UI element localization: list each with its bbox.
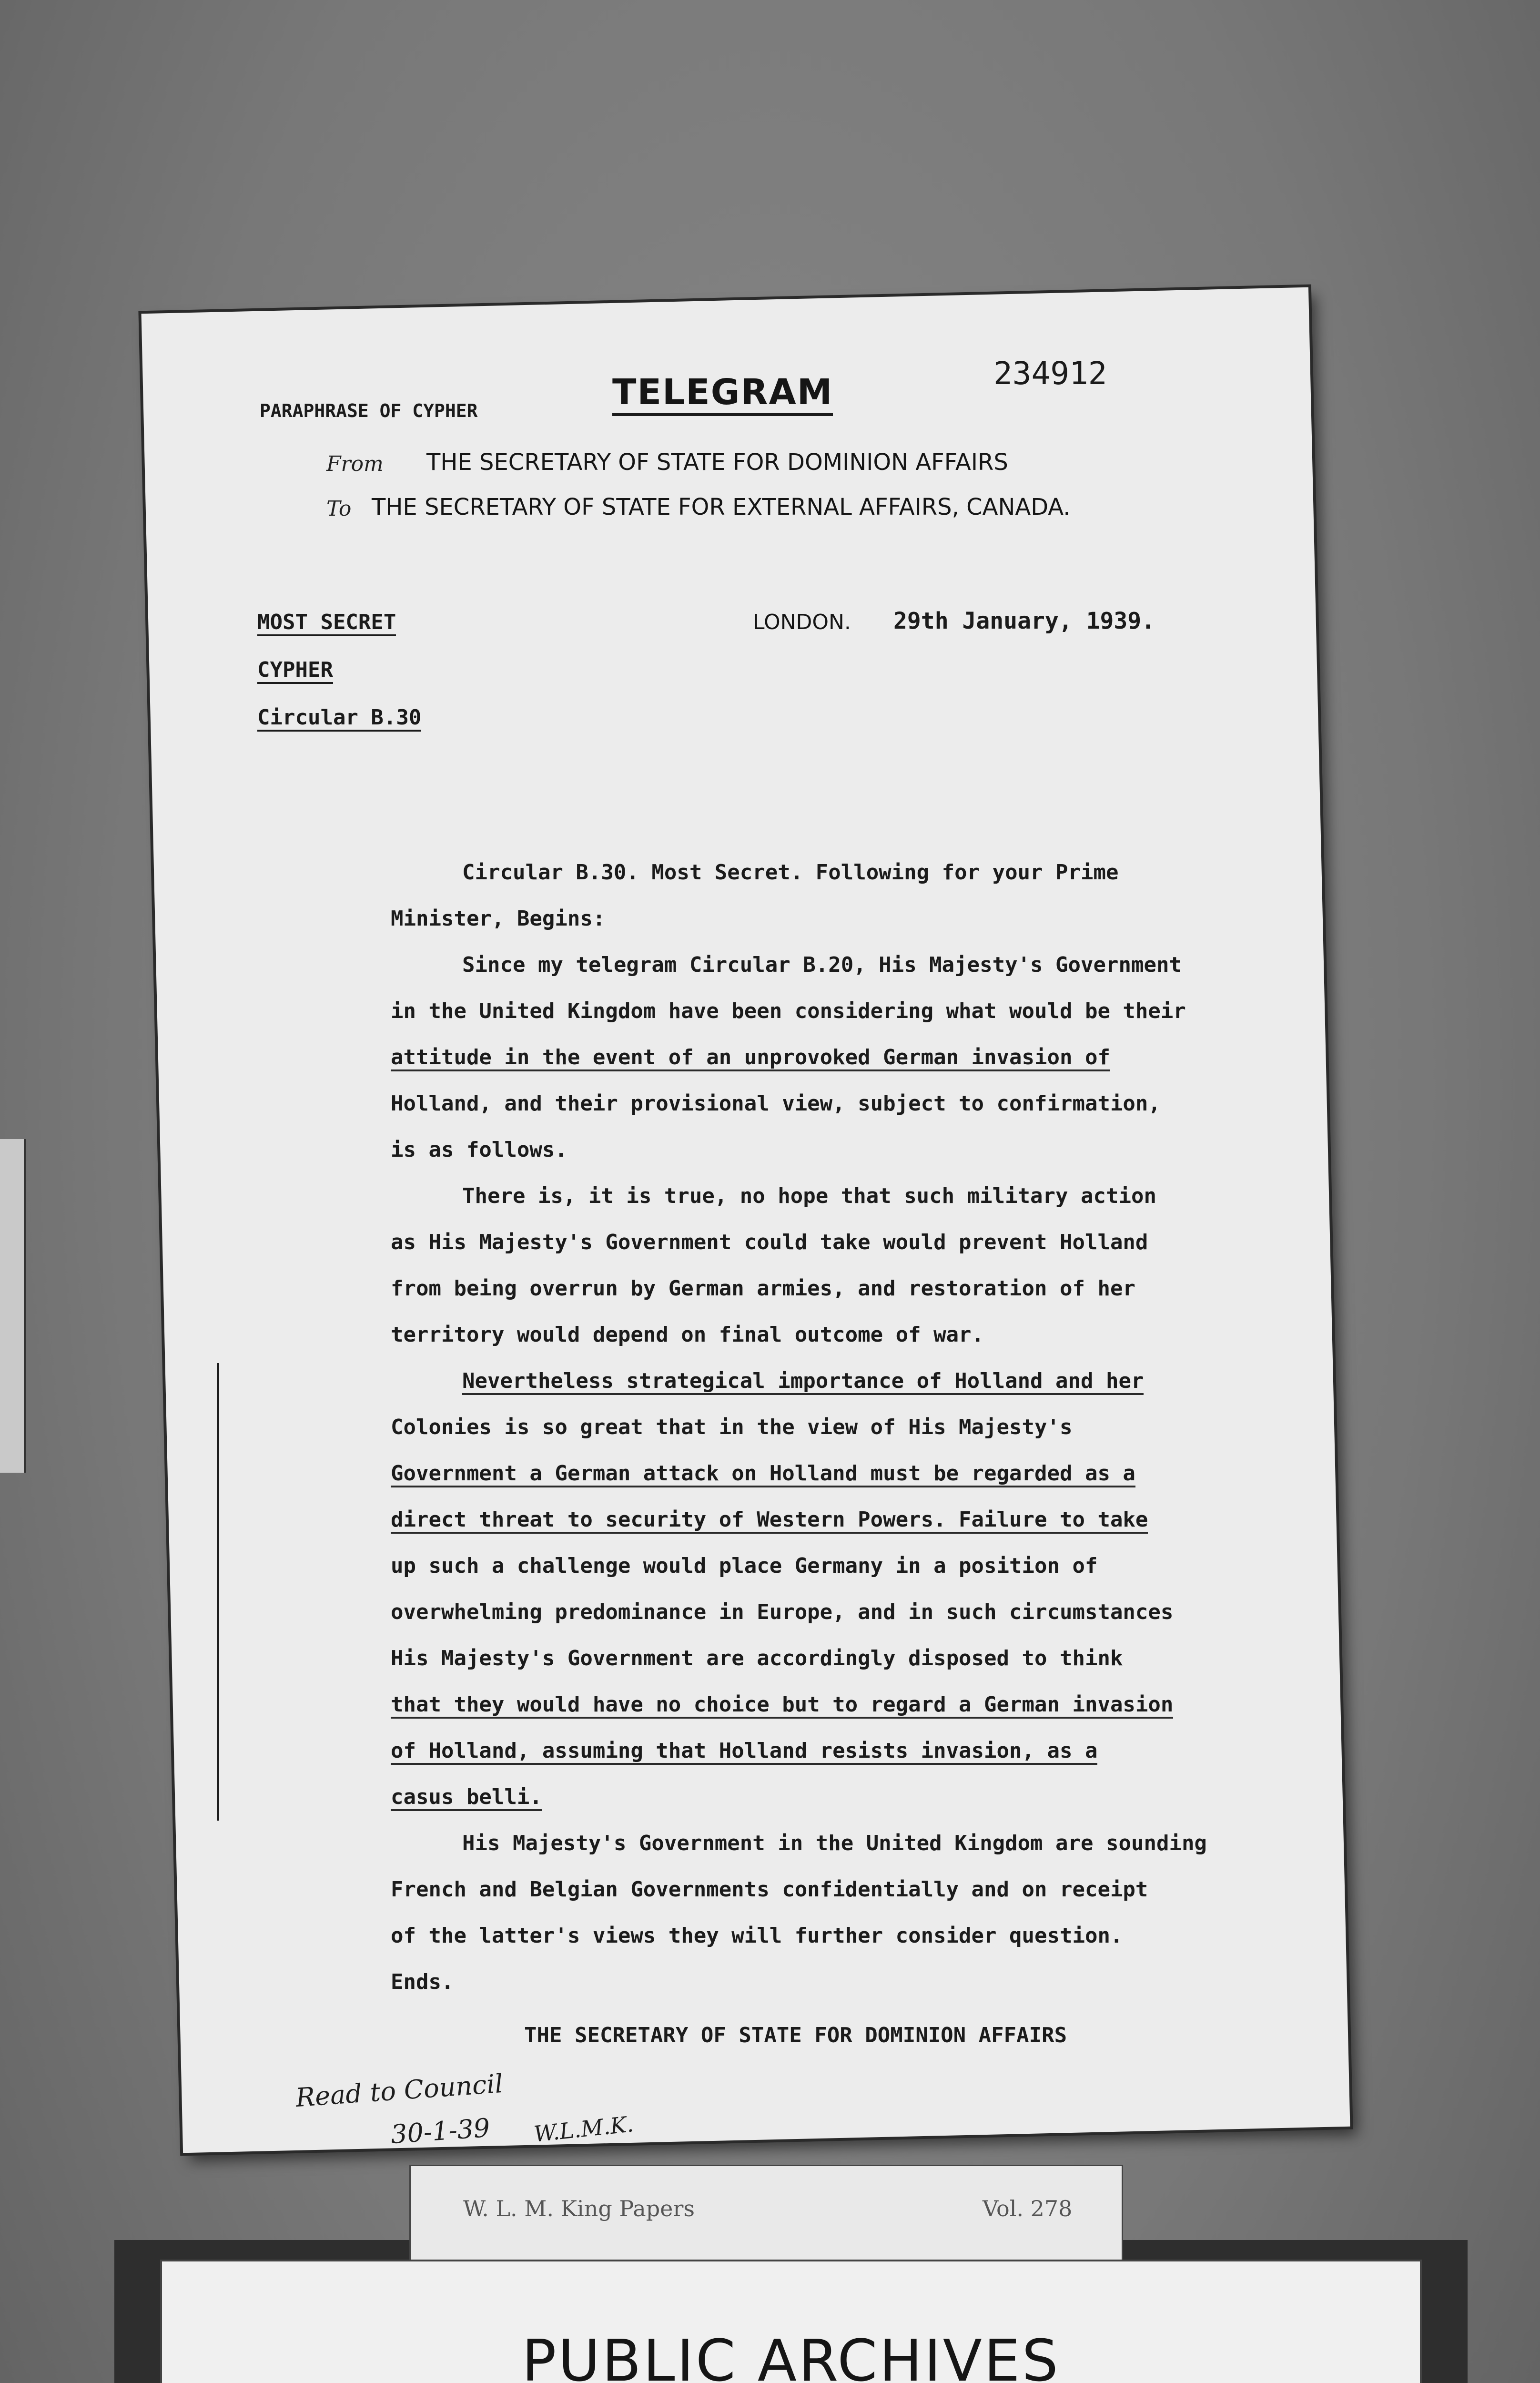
body-line-underlined: casus belli. [391,1785,542,1811]
telegram-content [162,300,1329,2140]
telegram-sheet [142,287,1350,2153]
body-line: Holland, and their provisional view, subject to confirmation, [391,1091,1161,1116]
classification: MOST SECRET [257,610,396,636]
body-line: of the latter's views they will further consider question. [391,1924,1123,1948]
body-line: His Majesty's Government in the United Kingdom are sounding [462,1831,1207,1855]
body-line-underlined: that they would have no choice but to regard a German invasion [391,1692,1173,1719]
to-value: THE SECRETARY OF STATE FOR EXTERNAL AFFAIRS, CANADA. [372,494,1071,520]
body-line-underlined: attitude in the event of an unprovoked German invasion of [391,1045,1110,1071]
body-line-underlined: direct threat to security of Western Powers. Failure to take [391,1507,1148,1534]
telegram-number: 234912 [993,355,1107,392]
body-line: overwhelming predominance in Europe, and in such circumstances [391,1600,1174,1624]
from-value: THE SECRETARY OF STATE FOR DOMINION AFFAIRS [426,449,1008,476]
to-prefix: To [326,497,352,521]
handwritten-note: Read to Council [294,2068,504,2113]
body-line-underlined: Government a German attack on Holland must be regarded as a [391,1461,1135,1487]
body-line: in the United Kingdom have been considering what would be their [391,999,1186,1023]
body-line: up such a challenge would place Germany in a position of [391,1554,1098,1578]
body-line: from being overrun by German armies, and restoration of her [391,1276,1135,1301]
body-line: as His Majesty's Government could take would prevent Holland [391,1230,1148,1254]
handwritten-initials: W.L.M.K. [532,2111,635,2147]
collection-label [411,2166,1122,2266]
volume-number: Vol. 278 [983,2196,1073,2221]
left-edge-scrap [0,1139,26,1473]
body-line-underlined: of Holland, assuming that Holland resists invasion, as a [391,1739,1097,1765]
body-line: His Majesty's Government are accordingly disposed to think [391,1646,1123,1670]
body-line: is as follows. [391,1138,567,1162]
collection-name: W. L. M. King Papers [463,2196,695,2221]
paraphrase-label: PARAPHRASE OF CYPHER [260,400,478,421]
body-line: There is, it is true, no hope that such military action [462,1184,1156,1208]
circular-reference: Circular B.30 [257,705,421,732]
body-line: Minister, Begins: [391,906,606,931]
from-prefix: From [326,452,384,476]
cypher-method: CYPHER [257,658,333,684]
handwritten-date: 30-1-39 [390,2112,491,2150]
body-line: French and Belgian Governments confidentially and on receipt [391,1877,1148,1902]
signature: THE SECRETARY OF STATE FOR DOMINION AFFAIRS [524,2023,1067,2047]
telegram-title: TELEGRAM [612,372,833,416]
body-line: Ends. [391,1970,454,1994]
archives-card [162,2261,1420,2383]
body-line: territory would depend on final outcome of war. [391,1323,984,1347]
body-line-underlined: Nevertheless strategical importance of Holland and her [462,1369,1144,1395]
body-line: Colonies is so great that in the view of His Majesty's [391,1415,1073,1439]
archives-line-english: PUBLIC ARCHIVES [522,2328,1060,2383]
margin-mark [217,1363,219,1821]
date: 29th January, 1939. [893,608,1155,634]
body-line: Since my telegram Circular B.20, His Majesty's Government [462,953,1182,977]
body-line: Circular B.30. Most Secret. Following for your Prime [462,860,1119,885]
place: LONDON. [753,610,851,634]
